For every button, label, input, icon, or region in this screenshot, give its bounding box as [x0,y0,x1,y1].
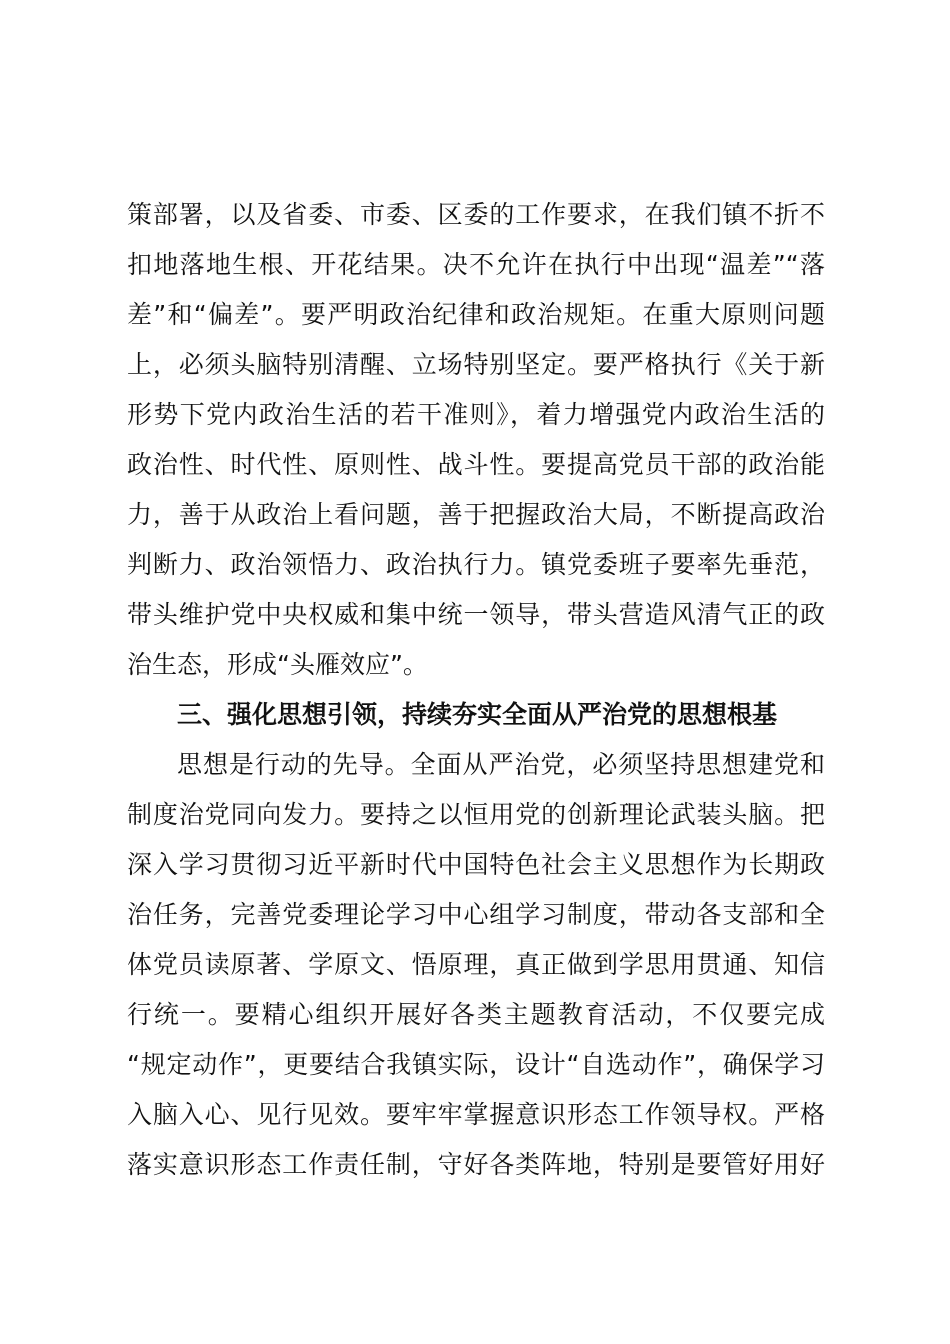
document-body [127,190,825,1190]
paragraph-line: 体党员读原著、学原文、悟原理，真正做到学思用贯通、知信 [127,950,825,979]
paragraph-line: “规定动作”，更要结合我镇实际，设计“自选动作”，确保学习 [127,1050,825,1079]
paragraph-line: 思想是行动的先导。全面从严治党，必须坚持思想建党和 [177,750,825,779]
paragraph-line: 制度治党同向发力。要持之以恒用党的创新理论武装头脑。把 [127,800,825,829]
paragraph-line: 上，必须头脑特别清醒、立场特别坚定。要严格执行《关于新 [127,350,825,379]
paragraph-line: 扣地落地生根、开花结果。决不允许在执行中出现“温差”“落 [127,250,825,279]
paragraph-line: 判断力、政治领悟力、政治执行力。镇党委班子要率先垂范， [127,550,825,579]
paragraph-line: 力，善于从政治上看问题，善于把握政治大局，不断提高政治 [127,500,825,529]
paragraph-line: 落实意识形态工作责任制，守好各类阵地，特别是要管好用好 [127,1150,825,1179]
paragraph-line: 策部署，以及省委、市委、区委的工作要求，在我们镇不折不 [127,200,825,229]
paragraph-line: 形势下党内政治生活的若干准则》，着力增强党内政治生活的 [127,400,825,429]
paragraph-line: 差”和“偏差”。要严明政治纪律和政治规矩。在重大原则问题 [127,300,825,329]
paragraph-line: 行统一。要精心组织开展好各类主题教育活动，不仅要完成 [127,1000,825,1029]
paragraph-line: 治任务，完善党委理论学习中心组学习制度，带动各支部和全 [127,900,825,929]
paragraph-line: 带头维护党中央权威和集中统一领导，带头营造风清气正的政 [127,600,825,629]
paragraph-line: 治生态，形成“头雁效应”。 [127,650,428,679]
paragraph-line: 政治性、时代性、原则性、战斗性。要提高党员干部的政治能 [127,450,825,479]
paragraph-line: 深入学习贯彻习近平新时代中国特色社会主义思想作为长期政 [127,850,825,879]
paragraph-line: 入脑入心、见行见效。要牢牢掌握意识形态工作领导权。严格 [127,1100,825,1129]
section-heading: 三、强化思想引领，持续夯实全面从严治党的思想根基 [177,700,778,729]
